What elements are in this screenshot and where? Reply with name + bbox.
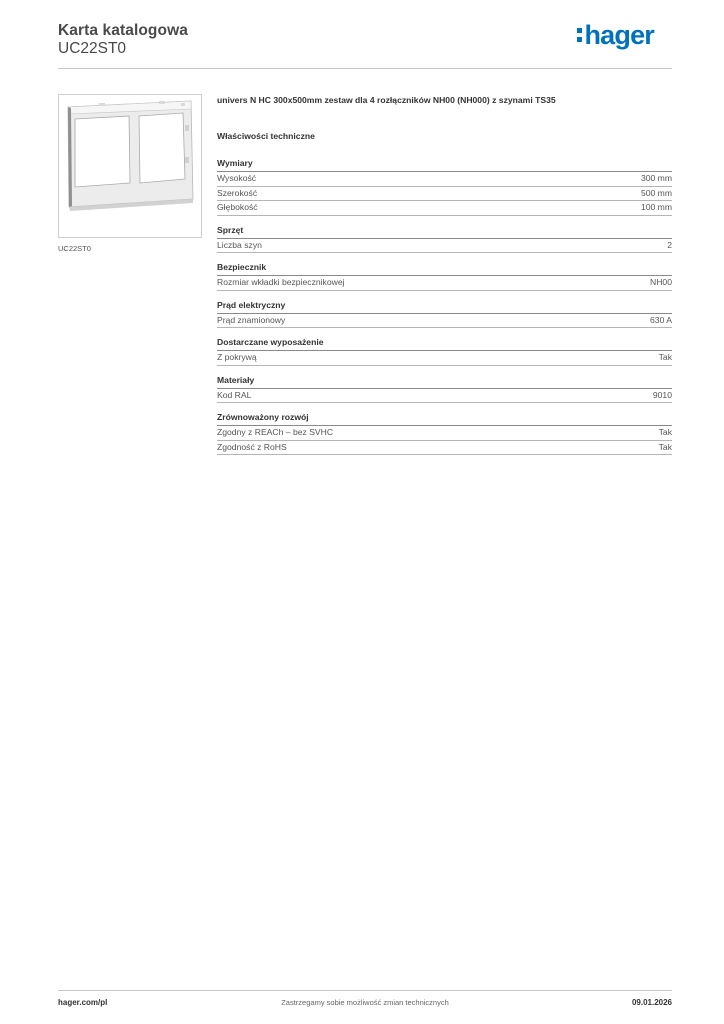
property-value: 2 <box>667 239 672 250</box>
section-sustainability <box>217 412 672 455</box>
property-label: Prąd znamionowy <box>217 314 286 325</box>
property-label: Kod RAL <box>217 389 252 400</box>
section-title: Sprzęt <box>217 225 672 239</box>
footer-website-link[interactable]: hager.com/pl <box>58 998 108 1007</box>
footer-date: 09.01.2026 <box>631 998 672 1007</box>
product-reference: UC22ST0 <box>58 40 127 57</box>
document-header <box>58 20 672 70</box>
hager-logo <box>577 20 654 50</box>
section-equipment <box>217 225 672 254</box>
header-divider <box>58 68 672 69</box>
property-row-depth <box>217 201 672 216</box>
section-title: Materiały <box>217 375 672 389</box>
property-label: Wysokość <box>217 173 257 183</box>
section-materials <box>217 375 672 404</box>
section-electric-current <box>217 300 672 329</box>
property-label: Z pokrywą <box>217 352 257 362</box>
property-row-rail-count <box>217 239 672 254</box>
property-row-fuse-size <box>217 276 672 291</box>
property-row-height <box>217 172 672 187</box>
property-value: Tak <box>658 441 672 452</box>
section-fuse <box>217 262 672 291</box>
property-value: 630 A <box>650 314 672 325</box>
product-image-caption: UC22ST0 <box>58 244 91 253</box>
property-value: 9010 <box>652 389 672 400</box>
property-value: Tak <box>658 352 672 362</box>
property-value: 100 mm <box>640 202 672 212</box>
property-label: Zgodny z REACh – bez SVHC <box>217 427 334 437</box>
property-row-width <box>217 187 672 202</box>
property-row-rohs <box>217 441 672 456</box>
section-title: Dostarczane wyposażenie <box>217 337 672 351</box>
property-row-ral-code <box>217 389 672 404</box>
product-image <box>58 94 202 238</box>
section-title: Bezpiecznik <box>217 262 672 276</box>
property-row-rated-current <box>217 314 672 329</box>
footer-divider <box>58 990 672 991</box>
section-title: Wymiary <box>217 158 672 172</box>
document-title: Karta katalogowa <box>58 22 188 39</box>
property-row-reach <box>217 426 672 441</box>
document-footer <box>58 998 672 1010</box>
property-row-with-cover <box>217 351 672 366</box>
property-label: Liczba szyn <box>217 239 262 250</box>
mounting-frame-icon <box>59 95 201 237</box>
product-description: univers N HC 300x500mm zestaw dla 4 rozłączników NH00 (NH000) z szynami TS35 <box>217 95 556 105</box>
product-details <box>217 95 672 464</box>
property-value: NH00 <box>650 277 672 287</box>
section-supplied-equipment <box>217 337 672 366</box>
property-label: Rozmiar wkładki bezpiecznikowej <box>217 277 345 287</box>
technical-properties-title: Właściwości techniczne <box>217 131 315 141</box>
property-label: Głębokość <box>217 202 258 212</box>
property-label: Szerokość <box>217 187 258 198</box>
logo-dots-icon <box>577 20 582 50</box>
section-dimensions <box>217 158 672 216</box>
property-value: 300 mm <box>640 173 672 183</box>
property-value: Tak <box>658 427 672 437</box>
section-title: Zrównoważony rozwój <box>217 412 672 426</box>
section-title: Prąd elektryczny <box>217 300 672 314</box>
property-label: Zgodność z RoHS <box>217 441 287 452</box>
logo-text: hager <box>584 20 654 50</box>
property-value: 500 mm <box>640 187 672 198</box>
footer-disclaimer: Zastrzegamy sobie możliwość zmian technicznych <box>281 998 449 1007</box>
